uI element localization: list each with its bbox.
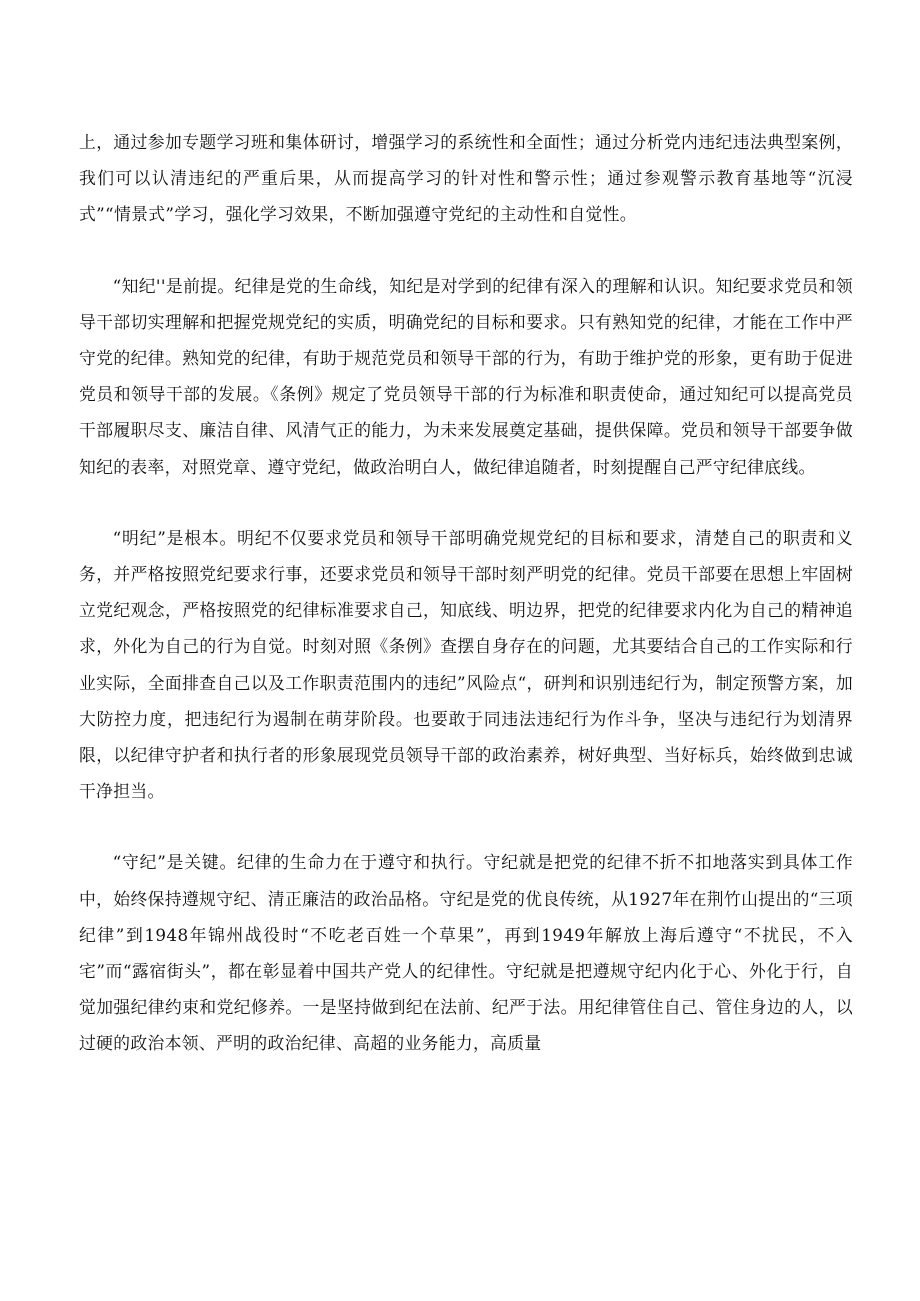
document-page <box>79 124 853 1097</box>
paragraph-mingji: “明纪”是根本。明纪不仅要求党员和领导干部明确党规党纪的目标和要求，清楚自己的职责和义务，并严格按照党纪要求行事，还要求党员和领导干部时刻严明党的纪律。党员干部要在思想上牢固树立党纪观念，严格按照党的纪律标准要求自己，知底线、明边界，把党的纪律要求内化为自己的精神追求，外化为自己的行为自觉。时刻对照《条例》查摆自身存在的问题，尤其要结合自己的工作实际和行业实际，全面排查自己以及工作职责范围内的违纪”风险点“，研判和识别违纪行为，制定预警方案，加大防控力度，把违纪行为遏制在萌芽阶段。也要敢于同违法违纪行为作斗争，坚决与违纪行为划清界限，以纪律守护者和执行者的形象展现党员领导干部的政治素养，树好典型、当好标兵，始终做到忠诚干净担当。 <box>79 527 853 802</box>
paragraph-intro-continuation: 上，通过参加专题学习班和集体研讨，增强学习的系统性和全面性；通过分析党内违纪违法典型案例，我们可以认清违纪的严重后果，从而提高学习的针对性和警示性；通过参观警示教育基地等“沉浸式”“情景式”学习，强化学习效果，不断加强遵守党纪的主动性和自觉性。 <box>79 132 853 225</box>
paragraph-zhiji: “知纪''是前提。纪律是党的生命线，知纪是对学到的纪律有深入的理解和认识。知纪要求党员和领导干部切实理解和把握党规党纪的实质，明确党纪的目标和要求。只有熟知党的纪律，才能在工作中严守党的纪律。熟知党的纪律，有助于规范党员和领导干部的行为，有助于维护党的形象，更有助于促进党员和领导干部的发展。《条例》规定了党员领导干部的行为标准和职责使命，通过知纪可以提高党员干部履职尽支、廉洁自律、风清气正的能力，为未来发展奠定基础，提供保障。党员和领导干部要争做知纪的表率，对照党章、遵守党纪，做政治明白人，做纪律追随者，时刻提醒自己严守纪律底线。 <box>79 275 853 477</box>
paragraph-shouji: “守纪”是关键。纪律的生命力在于遵守和执行。守纪就是把党的纪律不折不扣地落实到具体工作中，始终保持遵规守纪、清正廉洁的政治品格。守纪是党的优良传统，从1927年在荆竹山提出的“三项纪律”到1948年锦州战役时“不吃老百姓一个草果”，再到1949年解放上海后遵守“不扰民，不入宅”而“露宿街头”，都在彰显着中国共产党人的纪律性。守纪就是把遵规守纪内化于心、外化于行，自觉加强纪律约束和党纪修养。一是坚持做到纪在法前、纪严于法。用纪律管住自己、管住身边的人，以过硬的政治本领、严明的政治纪律、高超的业务能力，高质量 <box>79 852 853 1054</box>
